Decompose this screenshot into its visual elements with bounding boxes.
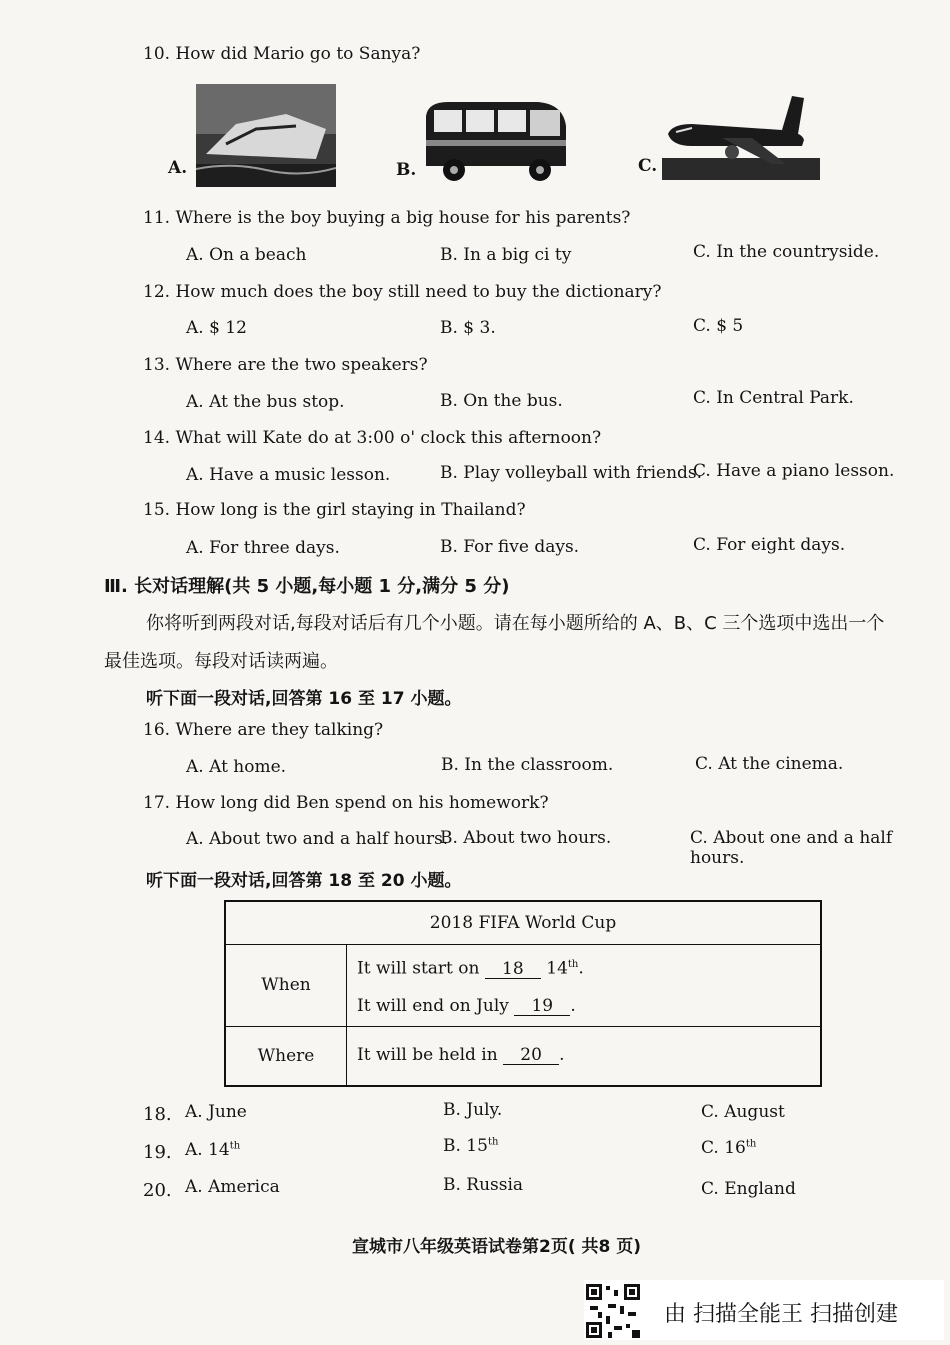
end-period: . <box>570 995 576 1016</box>
bus-icon <box>418 96 568 182</box>
question-10: 10. How did Mario go to Sanya? <box>143 44 421 64</box>
a20-option-c: C. England <box>701 1179 796 1199</box>
q15-option-c: C. For eight days. <box>693 535 846 555</box>
a19-option-c: C. 16th <box>701 1138 757 1158</box>
q17-option-c: C. About one and a half hours. <box>690 828 893 868</box>
q10-option-b-label: B. <box>396 160 417 180</box>
q17-option-a: A. About two and a half hours. <box>186 829 449 849</box>
where-content <box>347 1026 822 1086</box>
held-period: . <box>559 1045 565 1066</box>
question-11: 11. Where is the boy buying a big house for his parents? <box>143 208 631 228</box>
q14-option-a: A. Have a music lesson. <box>186 465 391 485</box>
q10-option-c-label: C. <box>638 156 658 176</box>
q14-option-c: C. Have a piano lesson. <box>693 461 895 481</box>
q13-option-a: A. At the bus stop. <box>186 392 345 412</box>
q15-option-a: A. For three days. <box>186 538 340 558</box>
q17-option-b: B. About two hours. <box>440 828 612 848</box>
q12-option-b: B. $ 3. <box>440 318 496 338</box>
sub-instruction-16-17: 听下面一段对话,回答第 16 至 17 小题。 <box>146 689 462 709</box>
q16-option-a: A. At home. <box>186 757 287 777</box>
q16-option-b: B. In the classroom. <box>441 755 614 775</box>
q12-option-c: C. $ 5 <box>693 316 744 336</box>
table-title: 2018 FIFA World Cup <box>225 901 821 945</box>
ship-icon <box>196 84 336 187</box>
section-3-instruction-line-2: 最佳选项。每段对话读两遍。 <box>104 651 338 672</box>
q14-option-b: B. Play volleyball with friends. <box>440 463 703 483</box>
q11-option-b: B. In a big ci ty <box>440 245 572 265</box>
a20-option-a: A. America <box>185 1177 280 1197</box>
blank-20: 20 <box>503 1046 559 1065</box>
a18-option-a: A. June <box>185 1102 247 1122</box>
q13-option-b: B. On the bus. <box>440 391 563 411</box>
q12-option-a: A. $ 12 <box>186 318 247 338</box>
q13-option-c: C. In Central Park. <box>693 388 854 408</box>
start-day-sup: th <box>567 959 579 970</box>
world-cup-table <box>224 900 822 1087</box>
blank-19: 19 <box>514 997 570 1016</box>
section-3-instruction-line-1: 你将听到两段对话,每段对话后有几个小题。请在每小题所给的 A、B、C 三个选项中选出一个 <box>146 613 885 634</box>
q10-option-a-label: A. <box>168 158 188 178</box>
scanner-caption: 由 扫描全能王 扫描创建 <box>664 1302 898 1327</box>
start-text: It will start on <box>357 958 480 979</box>
end-text: It will end on July <box>357 995 509 1016</box>
question-16: 16. Where are they talking? <box>143 720 384 740</box>
start-period: . <box>578 958 584 979</box>
when-label: When <box>225 945 347 1027</box>
answer-18-number: 18. <box>143 1104 172 1125</box>
page-footer: 宣城市八年级英语试卷第2页( 共8 页) <box>352 1237 642 1257</box>
q11-option-c: C. In the countryside. <box>693 242 880 262</box>
question-13: 13. Where are the two speakers? <box>143 355 428 375</box>
when-content <box>347 945 822 1027</box>
a19-option-a: A. 14th <box>185 1140 241 1160</box>
a19-option-b: B. 15th <box>443 1136 499 1156</box>
question-15: 15. How long is the girl staying in Thailand? <box>143 500 526 520</box>
q15-option-b: B. For five days. <box>440 537 580 557</box>
blank-18: 18 <box>485 960 541 979</box>
a18-option-c: C. August <box>701 1102 785 1122</box>
where-label: Where <box>225 1026 347 1086</box>
question-12: 12. How much does the boy still need to buy the dictionary? <box>143 282 662 302</box>
section-3-heading: Ⅲ. 长对话理解(共 5 小题,每小题 1 分,满分 5 分) <box>104 576 510 597</box>
qr-code-icon <box>584 1282 642 1340</box>
question-14: 14. What will Kate do at 3:00 o' clock this afternoon? <box>143 428 602 448</box>
a18-option-b: B. July. <box>443 1100 503 1120</box>
q16-option-c: C. At the cinema. <box>695 754 844 774</box>
question-17: 17. How long did Ben spend on his homework? <box>143 793 549 813</box>
start-day: 14 <box>546 958 568 979</box>
answer-19-number: 19. <box>143 1142 172 1163</box>
scanner-watermark <box>584 1280 944 1340</box>
q11-option-a: A. On a beach <box>186 245 307 265</box>
sub-instruction-18-20: 听下面一段对话,回答第 18 至 20 小题。 <box>146 871 462 891</box>
airplane-icon <box>662 94 820 180</box>
a20-option-b: B. Russia <box>443 1175 524 1195</box>
held-text: It will be held in <box>357 1045 498 1066</box>
answer-20-number: 20. <box>143 1180 172 1201</box>
